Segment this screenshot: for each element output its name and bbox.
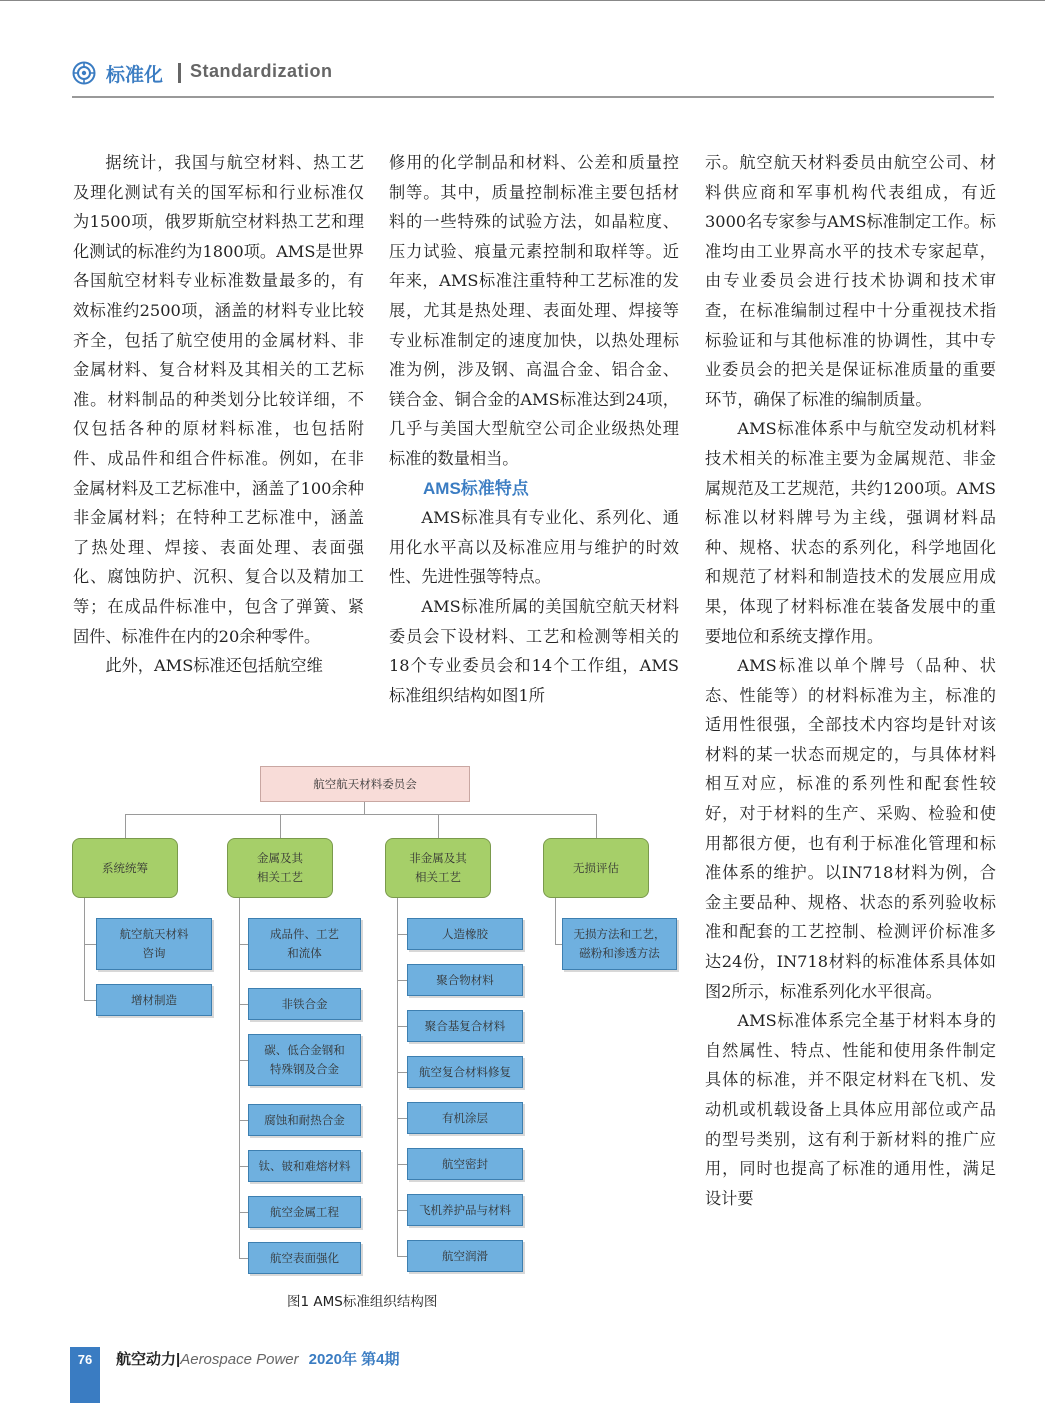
box-label: 航空复合材料修复 (419, 1064, 511, 1079)
connector-line (125, 814, 597, 815)
connector-line (397, 1026, 407, 1027)
connector-line (555, 898, 556, 944)
box-label: 航空航天材料委员会 (313, 776, 417, 791)
connector-line (239, 1004, 248, 1005)
box-label: 增材制造 (131, 992, 177, 1007)
box-label: 飞机养护品与材料 (419, 1202, 511, 1217)
leaf-box (407, 1194, 523, 1226)
connector-line (596, 814, 597, 838)
connector-line (239, 1060, 248, 1061)
journal-name-cn: 航空动力 (116, 1351, 177, 1368)
connector-line (239, 944, 248, 945)
connector-line (84, 898, 85, 1000)
box-label: 咨询 (142, 946, 166, 960)
box-label: 航空表面强化 (270, 1250, 339, 1265)
leaf-box (248, 1104, 361, 1136)
box-label: 相关工艺 (415, 870, 461, 884)
connector-line (84, 1000, 96, 1001)
org-root-box (260, 766, 470, 802)
connector-line (280, 814, 281, 838)
org-chart-figure (60, 760, 685, 1280)
connector-line (397, 980, 407, 981)
leaf-box (407, 1240, 523, 1272)
paragraph: 示。航空航天材料委员由航空公司、材料供应商和军事机构代表组成，有近3000名专家参与AMS标准制定工作。标准均由工业界高水平的技术专家起草，由专业委员会进行技术协调和技术审查，在标准编制过程中十分重视技术指标验证和与其他标准的协调性，其中专业委员会的把关是保证标准质量的重要环节，确保了标准的编制质量。 (705, 153, 996, 409)
leaf-box (407, 964, 523, 996)
group-box (543, 838, 649, 898)
connector-line (239, 1120, 248, 1121)
top-border (0, 0, 1045, 1)
connector-line (397, 1118, 407, 1119)
journal-logo-icon (72, 61, 96, 85)
box-label: 腐蚀和耐热合金 (264, 1112, 345, 1127)
journal-issue: 2020年 第4期 (308, 1351, 400, 1368)
connector-line (397, 898, 398, 1256)
leaf-box (248, 1150, 361, 1182)
box-label: 人造橡胶 (442, 926, 488, 941)
box-label: 聚合物材料 (436, 972, 494, 987)
section-heading: AMS标准特点 (423, 478, 529, 498)
leaf-box (407, 1102, 523, 1134)
paragraph: AMS标准所属的美国航空航天材料委员会下设材料、工艺和检测等相关的18个专业委员会和14个工作组，AMS标准组织结构如图1所 (389, 596, 679, 705)
section-title-cn: 标准化 (106, 64, 164, 86)
connector-line (397, 1164, 407, 1165)
footer-separator: | (176, 1351, 181, 1368)
text-column-3 (705, 148, 996, 1213)
leaf-box (407, 1148, 523, 1180)
leaf-box (562, 918, 677, 970)
box-label: 相关工艺 (257, 870, 303, 884)
box-label: 航空金属工程 (270, 1204, 339, 1219)
connector-line (397, 1072, 407, 1073)
leaf-box (248, 988, 361, 1020)
running-header (72, 58, 996, 88)
box-label: 航空航天材料 (119, 927, 189, 941)
connector-line (397, 1256, 407, 1257)
connector-line (239, 898, 240, 1258)
box-label: 航空密封 (442, 1156, 488, 1171)
text-column-1 (73, 148, 364, 681)
box-label: 聚合基复合材料 (424, 1018, 506, 1033)
leaf-box (407, 918, 523, 950)
box-label: 磁粉和渗透方法 (579, 946, 660, 960)
connector-line (239, 1212, 248, 1213)
journal-name-en: Aerospace Power (180, 1351, 299, 1368)
paragraph: AMS标准具有专业化、系列化、通用化水平高以及标准应用与维护的时效性、先进性强等特点。 (389, 508, 679, 587)
paragraph: 据统计，我国与航空材料、热工艺及理化测试有关的国军标和行业标准仅为1500项，俄罗斯航空材料热工艺和理化测试的标准约为1800项。AMS是世界各国航空材料专业标准数量最多的，有效标准约2500项，涵盖的材料专业比较齐全，包括了航空使用的金属材料、非金属材料、复合材料及其相关的工艺标准。材料制品的种类划分比较详细，不仅包括各种的原材料标准，也包括附件、成品件和组合件标准。例如，在非金属材料及工艺标准中，涵盖了100余种非金属材料；在特种工艺标准中，涵盖了热处理、焊接、表面处理、表面强化、腐蚀防护、沉积、复合以及精加工等；在成品件标准中，包含了弹簧、紧固件、标准件在内的20余种零件。 (73, 153, 364, 646)
connector-line (239, 1166, 248, 1167)
box-label: 无损评估 (573, 860, 619, 875)
paragraph: AMS标准体系中与航空发动机材料技术相关的标准主要为金属规范、非金属规范及工艺规范，共约1200项。AMS标准以材料牌号为主线，强调材料品种、规格、状态的系列化，科学地固化和规范了材料和制造技术的发展应用成果，体现了材料标准在装备发展中的重要地位和系统支撑作用。 (705, 419, 996, 646)
connector-line (555, 944, 562, 945)
leaf-box (407, 1010, 523, 1042)
box-label: 非铁合金 (281, 996, 328, 1011)
paragraph: AMS标准体系完全基于材料本身的自然属性、特点、性能和使用条件制定具体的标准，并不限定材料在飞机、发动机或机载设备上具体应用部位或产品的型号类别，这有利于新材料的推广应用，同时也提高了标准的通用性，满足设计要 (705, 1011, 996, 1208)
box-label: 成品件、工艺 (270, 927, 339, 941)
box-label: 无损方法和工艺， (573, 927, 666, 941)
group-box (227, 838, 333, 898)
leaf-box (248, 918, 361, 970)
box-label: 和流体 (287, 946, 322, 960)
leaf-box (248, 1034, 361, 1086)
box-label: 非金属及其 (409, 851, 467, 865)
box-label: 系统统筹 (102, 860, 148, 875)
box-label: 特殊钢及合金 (270, 1062, 339, 1076)
box-label: 碳、低合金钢和 (264, 1043, 345, 1057)
box-label: 航空润滑 (442, 1248, 488, 1263)
header-rule (72, 96, 994, 98)
section-title-en: Standardization (190, 61, 333, 81)
leaf-box (96, 918, 212, 970)
leaf-box (96, 984, 212, 1016)
connector-line (239, 1258, 248, 1259)
group-box (385, 838, 491, 898)
text-column-2 (389, 148, 679, 710)
box-label: 金属及其 (257, 851, 303, 865)
page-number: 76 (77, 1352, 93, 1367)
header-separator (178, 63, 181, 83)
connector-line (84, 944, 96, 945)
paragraph: AMS标准以单个牌号（品种、状态、性能等）的材料标准为主，标准的适用性很强，全部技术内容均是针对该材料的某一状态而规定的，与具体材料相互对应，标准的系列性和配套性较好，对于材料的生产、采购、检验和使用都很方便，也有利于标准化管理和标准体系的维护。以IN718材料为例，合金主要品种、规格、状态的系列验收标准和配套的工艺控制、检测评价标准多达24份，IN718材料的标准体系具体如图2所示，标准系列化水平很高。 (705, 656, 996, 1001)
leaf-box (248, 1242, 361, 1274)
paragraph: 此外，AMS标准还包括航空维 (105, 656, 323, 676)
connector-line (438, 814, 439, 838)
leaf-box (248, 1196, 361, 1228)
group-box (72, 838, 178, 898)
connector-line (125, 814, 126, 838)
connector-line (397, 934, 407, 935)
figure-caption: 图1 AMS标准组织结构图 (287, 1294, 438, 1310)
box-label: 钛、铍和难熔材料 (258, 1158, 351, 1173)
box-label: 有机涂层 (442, 1110, 488, 1125)
connector-line (364, 802, 365, 814)
paragraph: 修用的化学制品和材料、公差和质量控制等。其中，质量控制标准主要包括材料的一些特殊的试验方法，如晶粒度、压力试验、痕量元素控制和取样等。近年来，AMS标准注重特种工艺标准的发展，尤其是热处理、表面处理、焊接等专业标准制定的速度加快，以热处理标准为例，涉及钢、高温合金、铝合金、镁合金、铜合金的AMS标准达到24项，几乎与美国大型航空公司企业级热处理标准的数量相当。 (389, 153, 679, 468)
leaf-box (407, 1056, 523, 1088)
footer-journal (116, 1348, 400, 1369)
connector-line (397, 1210, 407, 1211)
